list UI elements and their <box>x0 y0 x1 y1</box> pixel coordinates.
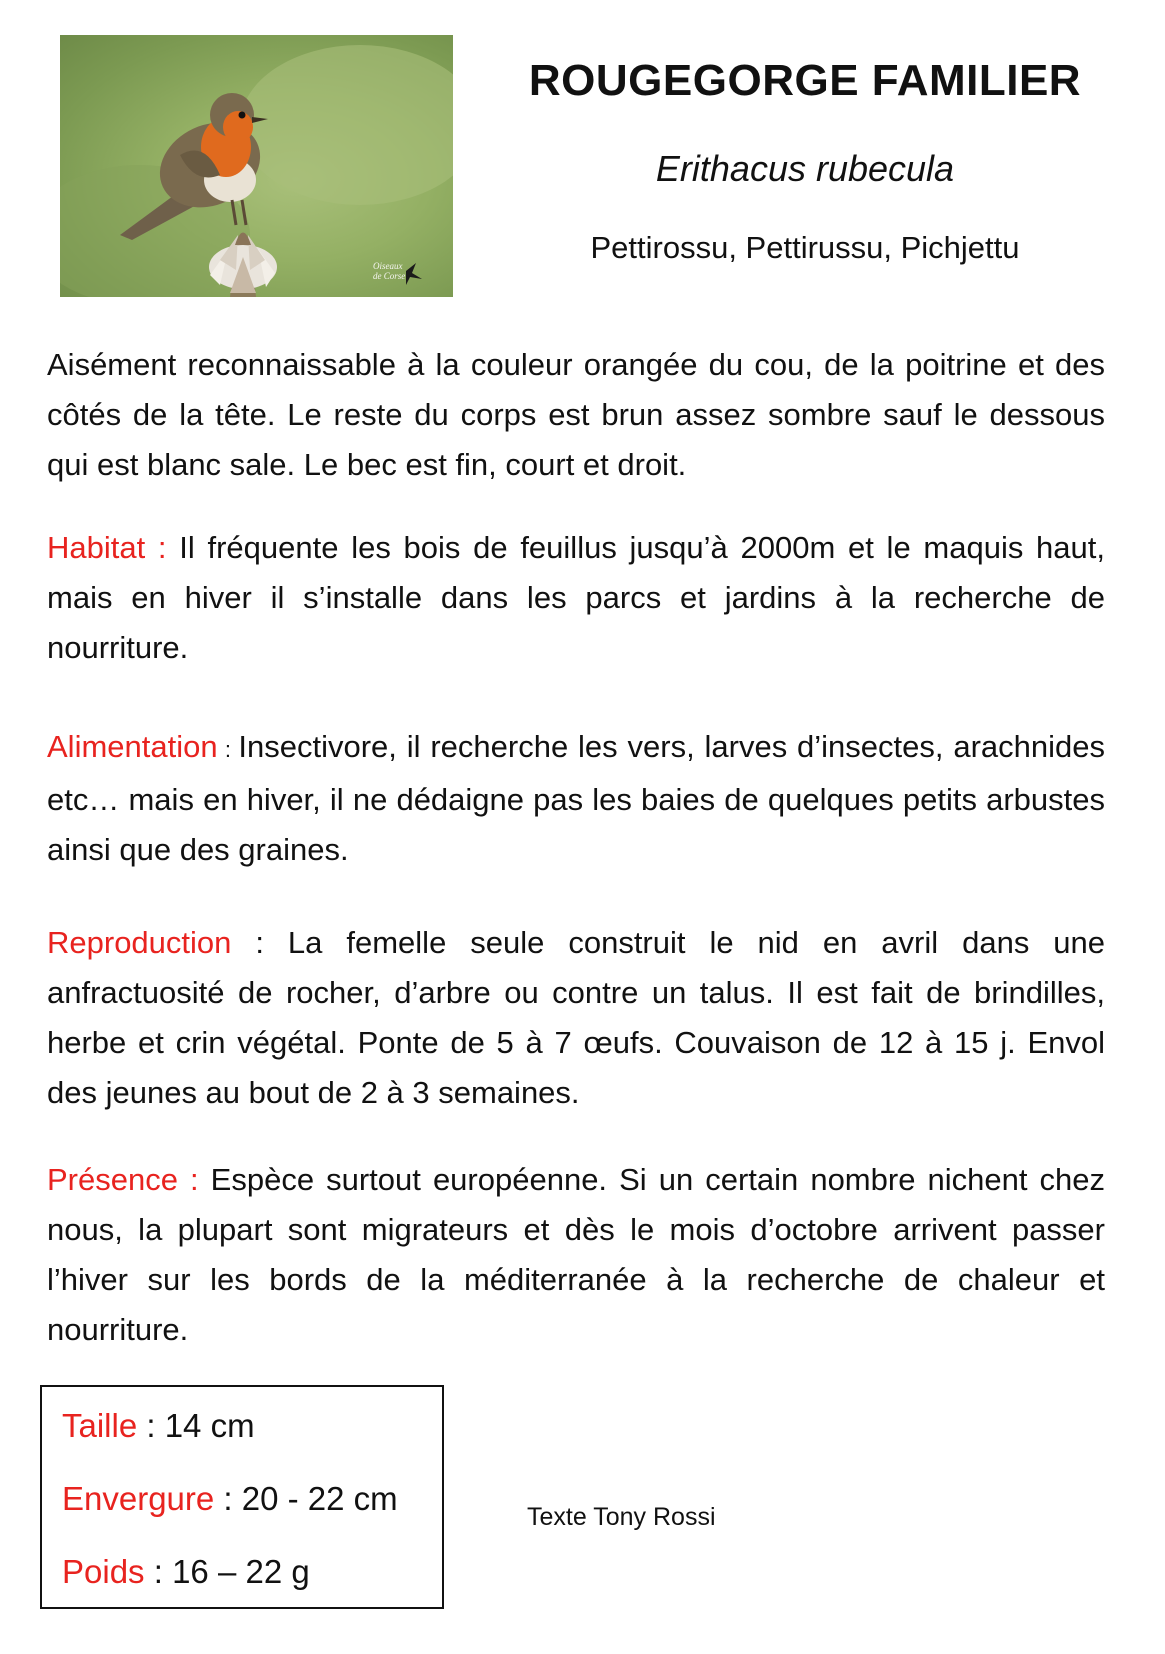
description-paragraph: Aisément reconnaissable à la couleur orangée du cou, de la poitrine et des côtés de la tête. Le reste du corps est brun assez sombre sauf le dessous qui est blanc sale. Le bec est fin, court et droit. <box>47 347 1105 482</box>
page-title: ROUGEGORGE FAMILIER <box>528 56 1082 105</box>
habitat-text: Il fréquente les bois de feuillus jusqu’à 2000m et le maquis haut, mais en hiver il s’installe dans les parcs et jardins à la recherche de nourriture. <box>47 530 1105 665</box>
local-names: Pettirossu, Pettirussu, Pichjettu <box>590 230 1020 265</box>
size-label: Taille <box>62 1407 138 1444</box>
reproduction-paragraph <box>47 918 1105 1118</box>
watermark-text: Oiseaux <box>373 261 403 271</box>
weight-label: Poids <box>62 1553 145 1590</box>
wingspan-row <box>62 1480 398 1518</box>
robin-photo <box>60 35 453 297</box>
habitat-paragraph <box>47 523 1105 673</box>
robin-illustration <box>60 35 453 297</box>
presence-label: Présence : <box>47 1162 199 1197</box>
size-row <box>62 1407 255 1445</box>
author-credit: Texte Tony Rossi <box>527 1503 716 1531</box>
watermark-text: de Corse <box>373 271 406 281</box>
habitat-label: Habitat : <box>47 530 167 565</box>
reproduction-label: Reproduction <box>47 925 232 960</box>
presence-paragraph <box>47 1155 1105 1355</box>
wingspan-value: : 20 - 22 cm <box>214 1480 398 1517</box>
alimentation-separator: : <box>217 737 239 762</box>
weight-row <box>62 1553 310 1591</box>
presence-text: Espèce surtout européenne. Si un certain nombre nichent chez nous, la plupart sont migrateurs et dès le mois d’octobre arrivent passer l’hiver sur les bords de la méditerranée à la recherche de chaleur et nourriture. <box>47 1162 1105 1347</box>
weight-value: : 16 – 22 g <box>144 1553 310 1590</box>
wingspan-label: Envergure <box>62 1480 215 1517</box>
size-value: : 14 cm <box>137 1407 255 1444</box>
alimentation-text: Insectivore, il recherche les vers, larves d’insectes, arachnides etc… mais en hiver, il ne dédaigne pas les baies de quelques petits arbustes ainsi que des graines. <box>47 729 1105 867</box>
measurements-box <box>40 1385 444 1609</box>
alimentation-label: Alimentation <box>47 729 218 764</box>
reproduction-text: : La femelle seule construit le nid en avril dans une anfractuosité de rocher, d’arbre ou contre un talus. Il est fait de brindilles, herbe et crin végétal. Ponte de 5 à 7 œufs. Couvaison de 12 à 15 j. Envol des jeunes au bout de 2 à 3 semaines. <box>47 925 1105 1110</box>
scientific-name: Erithacus rubecula <box>655 148 955 189</box>
alimentation-paragraph <box>47 722 1105 875</box>
bird-logo-icon <box>406 263 422 285</box>
